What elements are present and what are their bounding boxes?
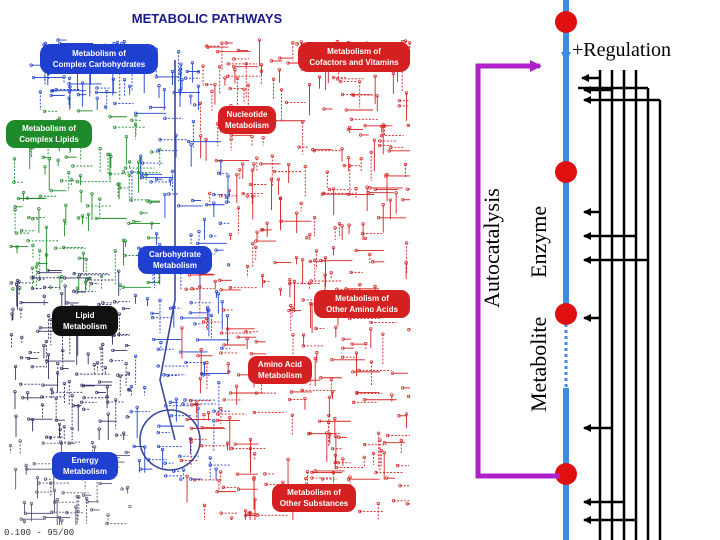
category-label-line2: Metabolism xyxy=(257,371,303,380)
map-footer-code: 0.100 - 95/00 xyxy=(4,528,75,538)
map-title: METABOLIC PATHWAYS xyxy=(131,11,283,26)
metabolite-label: Metabolite xyxy=(526,316,551,412)
node-metabolite xyxy=(555,303,577,325)
category-label-line1: Metabolism of xyxy=(72,49,126,58)
category-cofactors-vitamins xyxy=(298,42,410,72)
node-enzyme xyxy=(555,161,577,183)
category-label-line1: Metabolism of xyxy=(287,488,341,497)
category-energy xyxy=(52,452,118,480)
category-label-line2: Metabolism xyxy=(224,121,270,130)
category-label-line1: Carbohydrate xyxy=(148,250,202,259)
category-label-line1: Metabolism of xyxy=(22,124,76,133)
category-label-line1: Nucleotide xyxy=(226,110,268,119)
category-nucleotide xyxy=(218,106,276,134)
category-label-line1: Metabolism of xyxy=(327,47,381,56)
regulation-diagram xyxy=(478,0,671,540)
category-label-line1: Lipid xyxy=(75,311,95,320)
category-label-line1: Metabolism of xyxy=(335,294,389,303)
category-amino-acid xyxy=(248,356,312,384)
enzyme-label: Enzyme xyxy=(526,205,551,278)
category-lipid xyxy=(52,306,118,336)
category-label-line1: Amino Acid xyxy=(257,360,303,369)
feedback-frame xyxy=(600,70,660,540)
node-top xyxy=(555,11,577,33)
category-label-line2: Complex Carbohydrates xyxy=(52,60,146,69)
category-label-line2: Other Substances xyxy=(279,499,349,508)
category-complex-lipids xyxy=(6,120,92,148)
category-label-line2: Metabolism xyxy=(152,261,198,270)
category-label-line2: Other Amino Acids xyxy=(326,305,398,314)
category-other-amino-acids xyxy=(314,290,410,318)
regulation-label: +Regulation xyxy=(572,39,672,61)
category-complex-carbohydrates xyxy=(40,44,158,74)
category-label-line1: Energy xyxy=(71,456,99,465)
category-other-substances xyxy=(272,484,356,512)
autocatalysis-label: Autocatalysis xyxy=(479,188,504,308)
category-label-line2: Cofactors and Vitamins xyxy=(309,58,399,67)
category-label-line2: Complex Lipids xyxy=(19,135,79,144)
category-label-line2: Metabolism xyxy=(62,322,108,331)
category-label-line2: Metabolism xyxy=(62,467,108,476)
category-carbohydrate xyxy=(138,246,212,274)
